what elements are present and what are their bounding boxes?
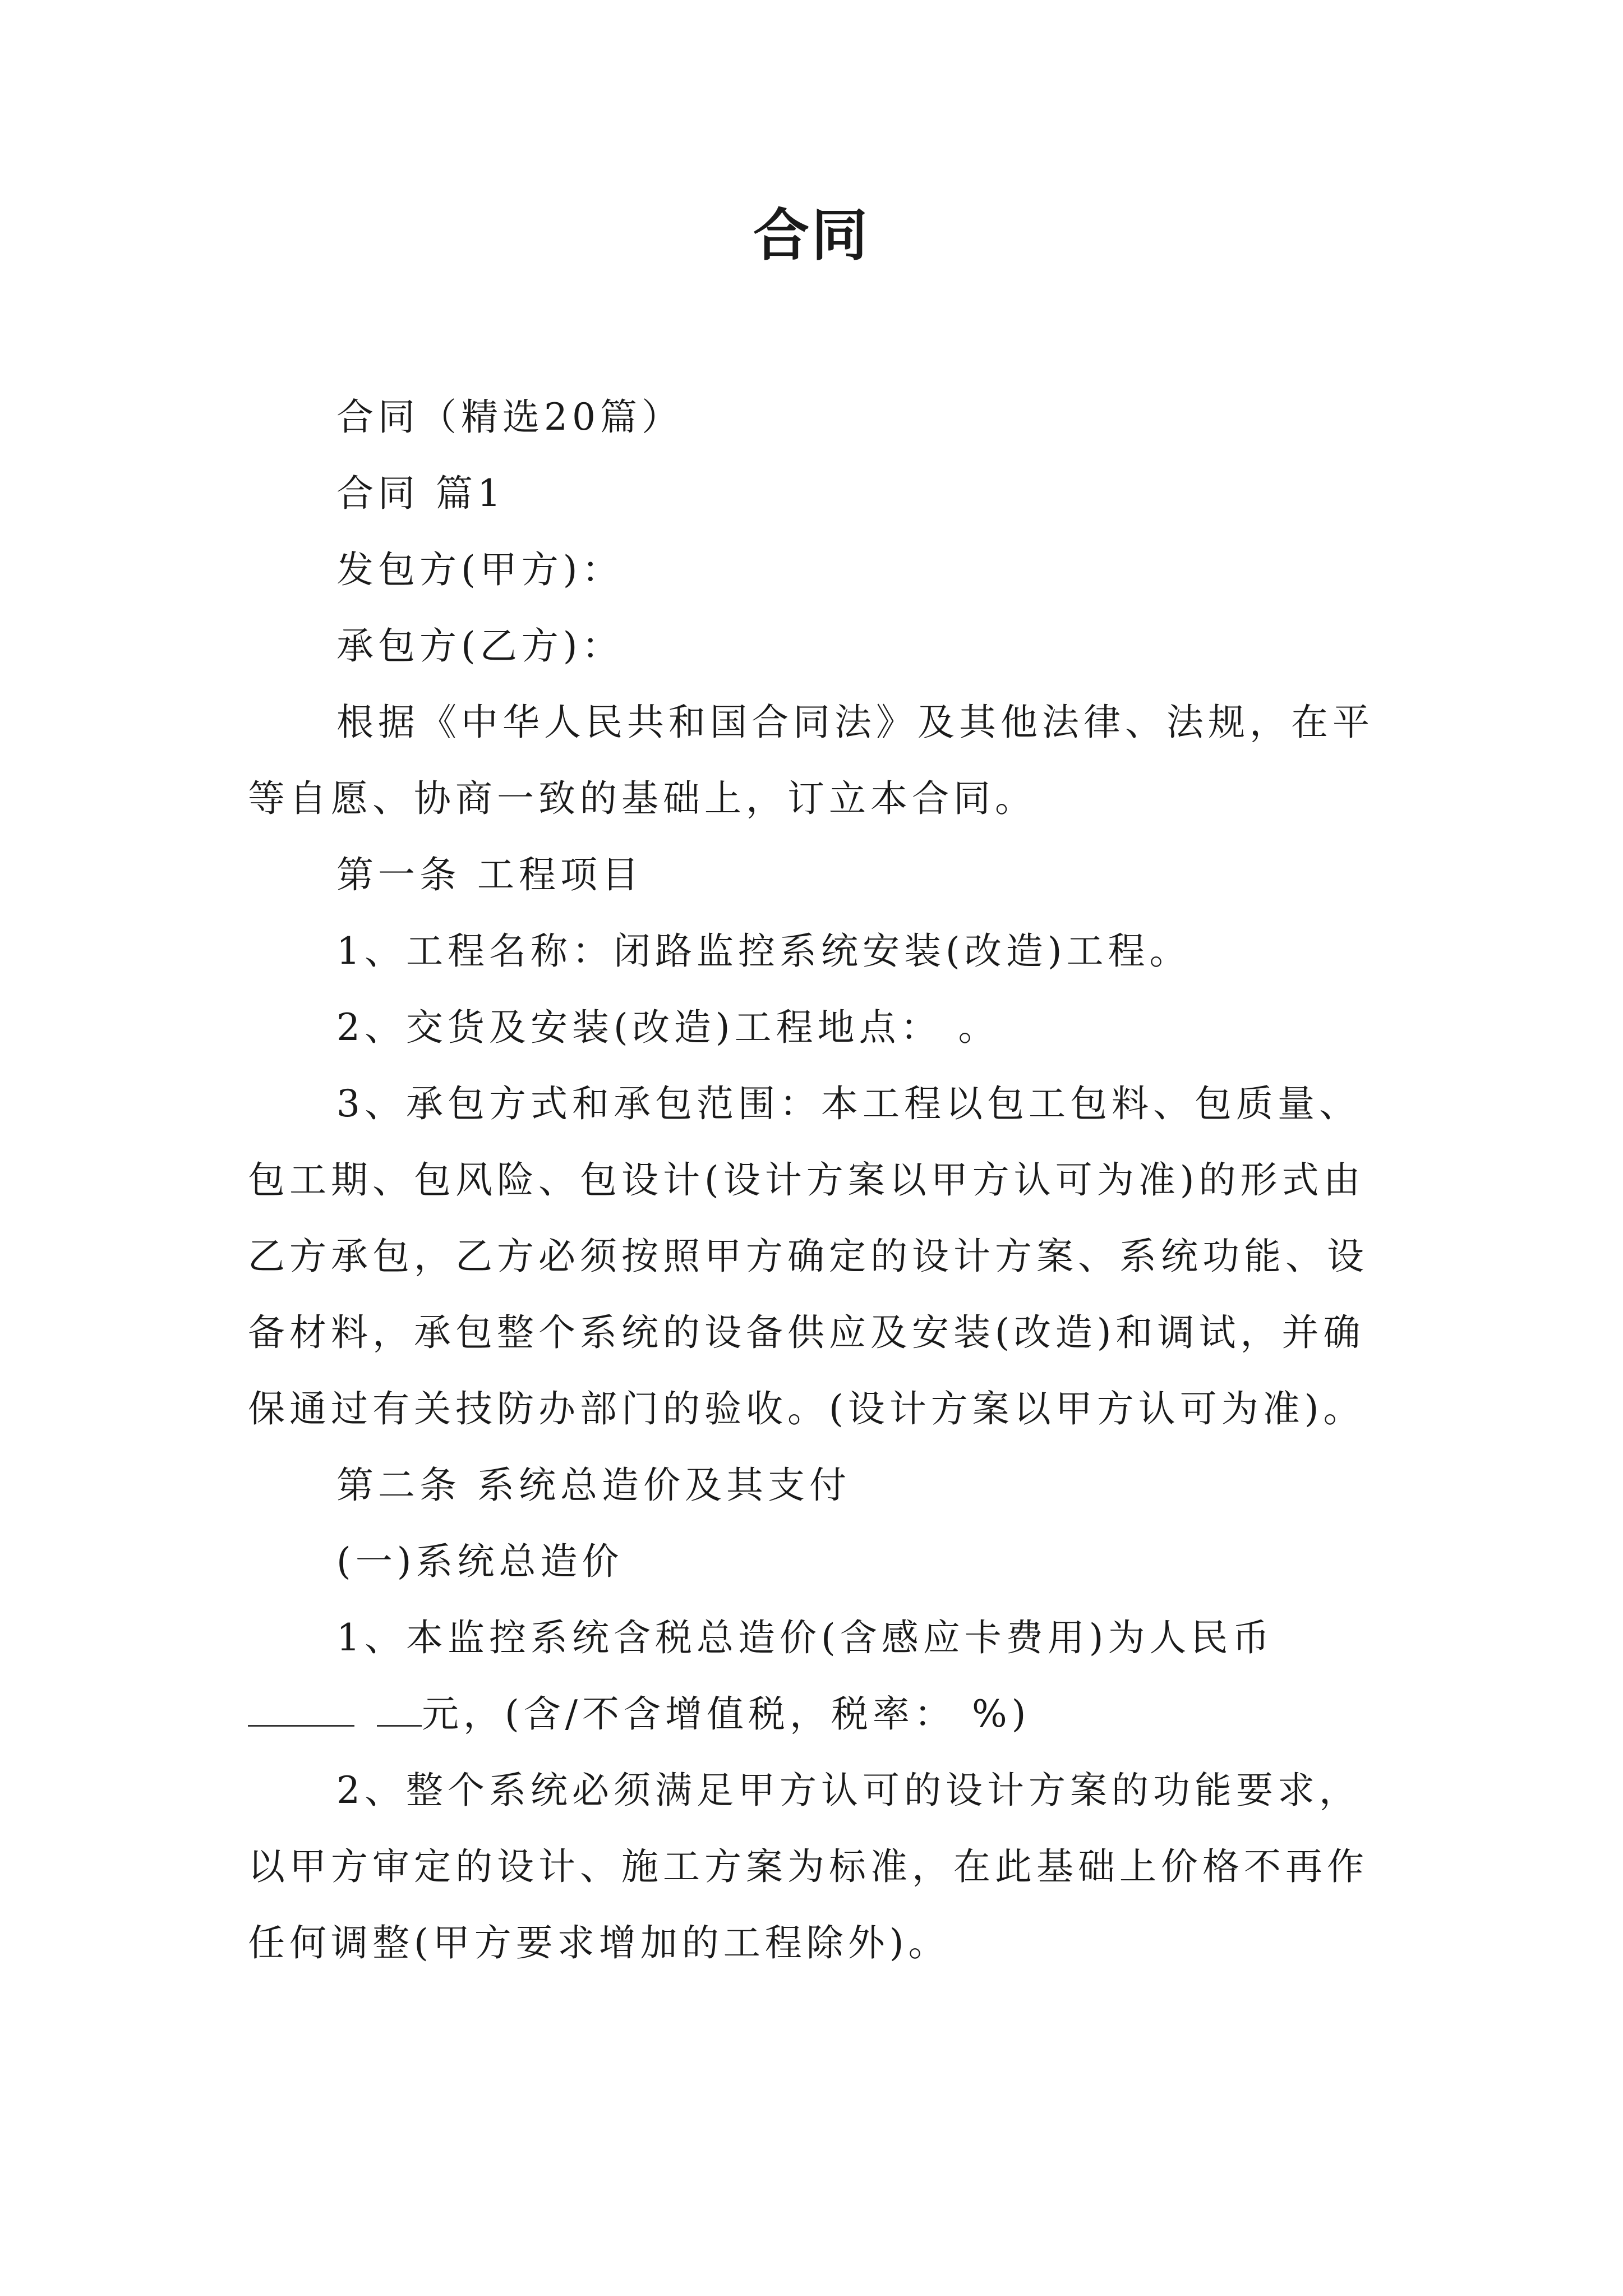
paragraph-preamble: 根据《中华人民共和国合同法》及其他法律、法规，在平等自愿、协商一致的基础上，订立本合同。 <box>248 701 1374 820</box>
blank-underline <box>248 1688 354 1727</box>
paragraph-collection-title: 合同（精选20篇） <box>336 395 683 439</box>
paragraph-article-1-heading: 第一条 工程项目 <box>336 853 643 896</box>
paragraph-party-b: 承包方(乙方)： <box>336 624 624 668</box>
paragraph-party-a: 发包方(甲方)： <box>336 548 624 591</box>
document-title: 合同 <box>753 203 870 268</box>
document-body <box>248 379 1375 1981</box>
blank-underline <box>377 1688 422 1727</box>
paragraph-total-cost-heading: (一)系统总造价 <box>336 1540 624 1583</box>
paragraph-project-name: 1、工程名称：闭路监控系统安装(改造)工程。 <box>336 930 1191 973</box>
paragraph-function-requirement: 2、整个系统必须满足甲方认可的设计方案的功能要求，以甲方审定的设计、施工方案为标准，在此基础上价格不再作任何调整(甲方要求增加的工程除外)。 <box>248 1769 1368 1964</box>
paragraph-price-fill-line <box>248 1676 1375 1752</box>
paragraph-section-heading: 合同 篇1 <box>336 472 505 515</box>
paragraph-project-location: 2、交货及安装(改造)工程地点： 。 <box>336 1006 1000 1049</box>
price-suffix-text: 元，(含/不含增值税，税率： %) <box>422 1692 1031 1736</box>
paragraph-total-price: 1、本监控系统含税总造价(含感应卡费用)为人民币 <box>336 1616 1274 1659</box>
paragraph-contract-scope: 3、承包方式和承包范围：本工程以包工包料、包质量、包工期、包风险、包设计(设计方案以甲方认可为准)的形式由乙方承包，乙方必须按照甲方确定的设计方案、系统功能、设备材料，承包整个系统的设备供应及安装(改造)和调试，并确保通过有关技防办部门的验收。(设计方案以甲方认可为准)。 <box>248 1082 1368 1430</box>
paragraph-article-2-heading: 第二条 系统总造价及其支付 <box>336 1464 851 1507</box>
